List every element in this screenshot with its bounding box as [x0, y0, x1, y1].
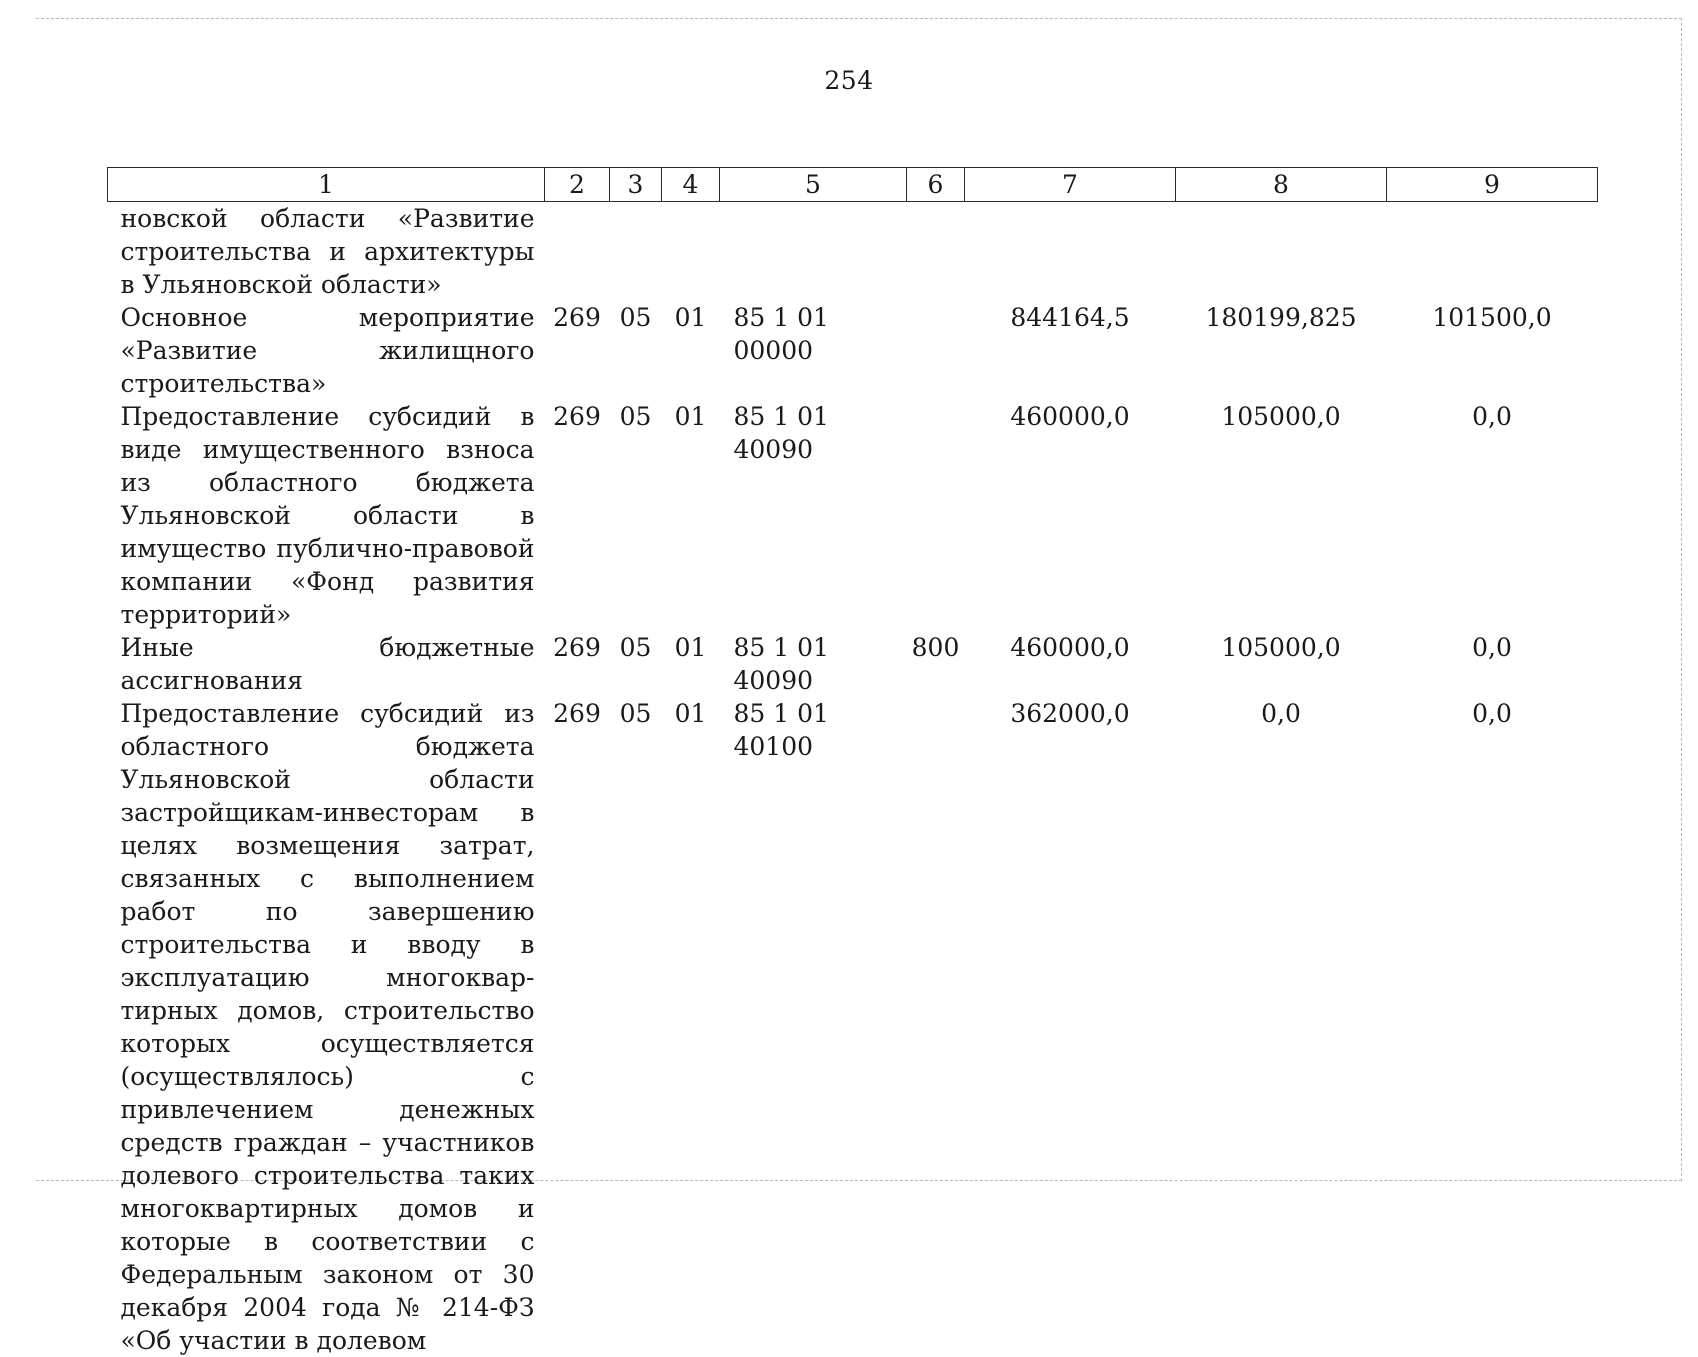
row-cell-2: 269 — [553, 303, 601, 332]
row-cell-2: 269 — [553, 633, 601, 662]
row-cell-5 — [720, 202, 907, 302]
row-cell-5: 85 1 01 40090 — [733, 633, 829, 695]
row-cell-9: 0,0 — [1472, 402, 1512, 431]
row-cell-8: 180199,825 — [1205, 303, 1357, 332]
row-cell-4: 01 — [674, 402, 707, 431]
page-number: 254 — [824, 66, 874, 95]
row-cell-5: 85 1 01 00000 — [733, 303, 829, 365]
row-cell-4: 01 — [674, 699, 707, 728]
row-cell-3: 05 — [619, 303, 652, 332]
row-cell-5: 85 1 01 40090 — [733, 402, 829, 464]
row-cell-4: 01 — [674, 633, 707, 662]
row-cell-6 — [907, 400, 965, 631]
row-cell-3 — [610, 202, 662, 302]
column-header-6: 6 — [907, 168, 965, 202]
row-cell-7: 844164,5 — [1010, 303, 1130, 332]
row-name-cell: Предоставление субсидий в виде имущественного взноса из областного бюджета Ульяновской области в имущество публично-правовой компании «Фонд развития территорий» — [120, 402, 535, 629]
row-cell-6 — [907, 301, 965, 400]
column-header-4: 4 — [662, 168, 720, 202]
row-cell-2: 269 — [553, 699, 601, 728]
column-header-8: 8 — [1176, 168, 1387, 202]
table-row — [108, 697, 1598, 1357]
row-cell-8: 105000,0 — [1221, 633, 1341, 662]
budget-table — [107, 167, 1598, 1357]
row-cell-4: 01 — [674, 303, 707, 332]
row-cell-7: 362000,0 — [1010, 699, 1130, 728]
column-header-3: 3 — [610, 168, 662, 202]
row-cell-3: 05 — [619, 633, 652, 662]
row-cell-8: 0,0 — [1261, 699, 1301, 728]
column-header-1: 1 — [108, 168, 545, 202]
row-cell-8 — [1176, 202, 1387, 302]
row-cell-6 — [907, 202, 965, 302]
table-row — [108, 400, 1598, 631]
column-header-2: 2 — [545, 168, 610, 202]
row-cell-3: 05 — [619, 699, 652, 728]
column-header-5: 5 — [720, 168, 907, 202]
row-cell-9: 101500,0 — [1432, 303, 1552, 332]
row-cell-2 — [545, 202, 610, 302]
column-header-7: 7 — [965, 168, 1176, 202]
row-cell-7 — [965, 202, 1176, 302]
row-cell-2: 269 — [553, 402, 601, 431]
table-row — [108, 202, 1598, 302]
column-header-9: 9 — [1387, 168, 1598, 202]
row-cell-5: 85 1 01 40100 — [733, 699, 829, 761]
row-cell-6: 800 — [911, 633, 960, 662]
table-row — [108, 631, 1598, 697]
row-cell-9: 0,0 — [1472, 699, 1512, 728]
row-cell-9 — [1387, 202, 1598, 302]
row-cell-9: 0,0 — [1472, 633, 1512, 662]
row-cell-7: 460000,0 — [1010, 633, 1130, 662]
row-cell-3: 05 — [619, 402, 652, 431]
row-name-cell: новской области «Развитие строительства и архитектуры в Ульяновской области» — [120, 204, 535, 299]
row-name-cell: Основное мероприятие «Развитие жилищного строительства» — [120, 303, 535, 398]
row-cell-8: 105000,0 — [1221, 402, 1341, 431]
row-cell-6 — [907, 697, 965, 1357]
row-cell-4 — [662, 202, 720, 302]
row-cell-7: 460000,0 — [1010, 402, 1130, 431]
row-name-cell: Иные бюджетные ассигнования — [120, 633, 535, 695]
table-header-row — [108, 168, 1598, 202]
table-row — [108, 301, 1598, 400]
row-name-cell: Предоставление субсидий из областного бюджета Ульяновской области застройщикам-инвесторам в целях возмещения затрат, связанных с выполнением работ по завершению строительства и вводу в эксплуатацию многоквартирных домов, строительство которых осуществляется (осуществлялось) с привлечением денежных средств граждан – участников долевого строительства таких многоквартирных домов и которые в соответствии с Федеральным законом от 30 декабря 2004 года № 214-ФЗ «Об участии в долевом — [120, 699, 535, 1355]
